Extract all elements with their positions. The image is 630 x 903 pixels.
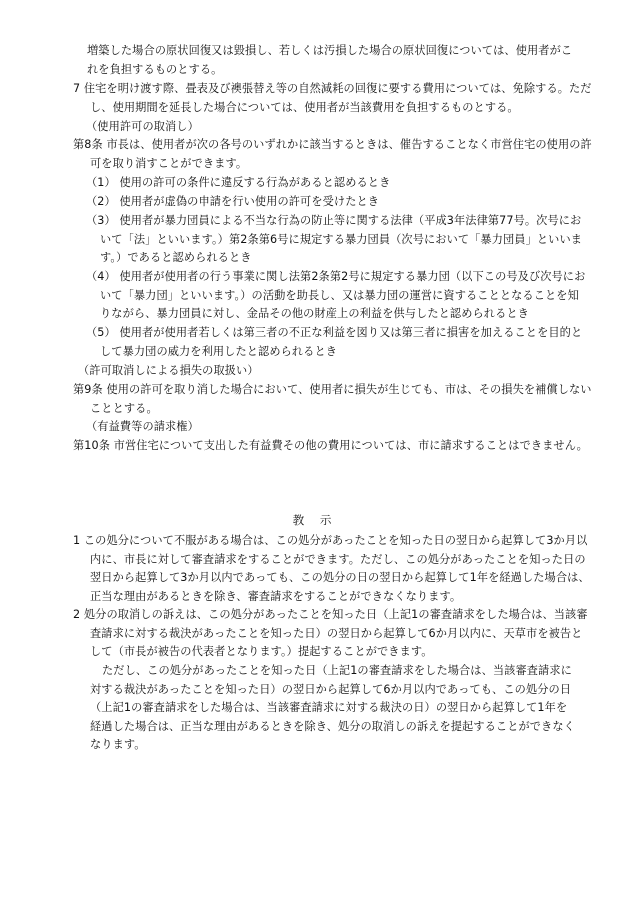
article-8-item-2: （2） 使用者が虚偽の申請を行い使用の許可を受けたとき [86,195,380,208]
article-8: 第8条 市長は、使用者が次の各号のいずれかに該当するときは、催告することなく市営住宅の使用の許可を取り消すことができます。 [73,138,592,170]
article-8-item-3: （3） 使用者が暴力団員による不当な行為の防止等に関する法律（平成3年法律第77号。次号において「法」といいます。）第2条第6号に規定する暴力団員（次号において「暴力団員」といいます。）であると認められるとき [86,214,583,265]
notice-item-2-proviso: ただし、この処分があったことを知った日（上記1の審査請求をした場合は、当該審査請求に対する裁決があったことを知った日）の翌日から起算して6か月以内であっても、この処分の日（上記1の審査請求をした場合は、当該審査請求に対する裁決の日）の翌日から起算して1年を経過した場合は、正当な理由があるときを除き、処分の取消しの訴えを提起することができなくなります。 [90,664,575,752]
article-10: 第10条 市営住宅について支出した有益費その他の費用については、市に請求することはできません。 [73,439,588,452]
notice-item-1: 1 この処分について不服がある場合は、この処分があったことを知った日の翌日から起算して3か月以内に、市長に対して審査請求をすることができます。ただし、この処分があったことを知った日の翌日から起算して3か月以内であっても、この処分の日の翌日から起算して1年を経過した場合は、正当な理由があるときを除き、審査請求をすることができなくなります。 [73,534,590,603]
paragraph-item-7: 7 住宅を明け渡す際、畳表及び襖張替え等の自然減耗の回復に要する費用については、免除する。ただし、使用期間を延長した場合については、使用者が当該費用を負担するものとする。 [73,82,592,114]
heading-loss-handling: （許可取消しによる損失の取扱い） [78,364,259,377]
article-8-item-1: （1） 使用の許可の条件に違反する行為があると認めるとき [86,176,391,189]
notice-title: 教 示 [292,513,338,527]
notice-item-2: 2 処分の取消しの訴えは、この処分があったことを知った日（上記1の審査請求をした場合は、当該審査請求に対する裁決があったことを知った日）の翌日から起算して6か月以内に、天草市を被告として（市長が被告の代表者となります。）提起することができます。 [73,608,588,659]
article-9: 第9条 使用の許可を取り消した場合において、使用者に損失が生じても、市は、その損失を補償しないこととする。 [73,383,592,415]
article-8-item-4: （4） 使用者が使用者の行う事業に関し法第2条第2号に規定する暴力団（以下この号及び次号において「暴力団」といいます。）の活動を助長し、又は暴力団の運営に資することとなることを知りながら、暴力団員に対し、金品その他の財産上の利益を供与したと認められるとき [86,270,586,321]
heading-use-permission-cancel: （使用許可の取消し） [86,120,199,133]
article-8-item-5: （5） 使用者が使用者若しくは第三者の不正な利益を図り又は第三者に損害を加えることを目的として暴力団の威力を利用したと認められるとき [86,326,583,358]
paragraph-continuation: 増築した場合の原状回復又は毀損し、若しくは汚損した場合の原状回復については、使用者がこれを負担するものとする。 [87,44,573,76]
heading-beneficial-expenses: （有益費等の請求権） [86,420,199,433]
